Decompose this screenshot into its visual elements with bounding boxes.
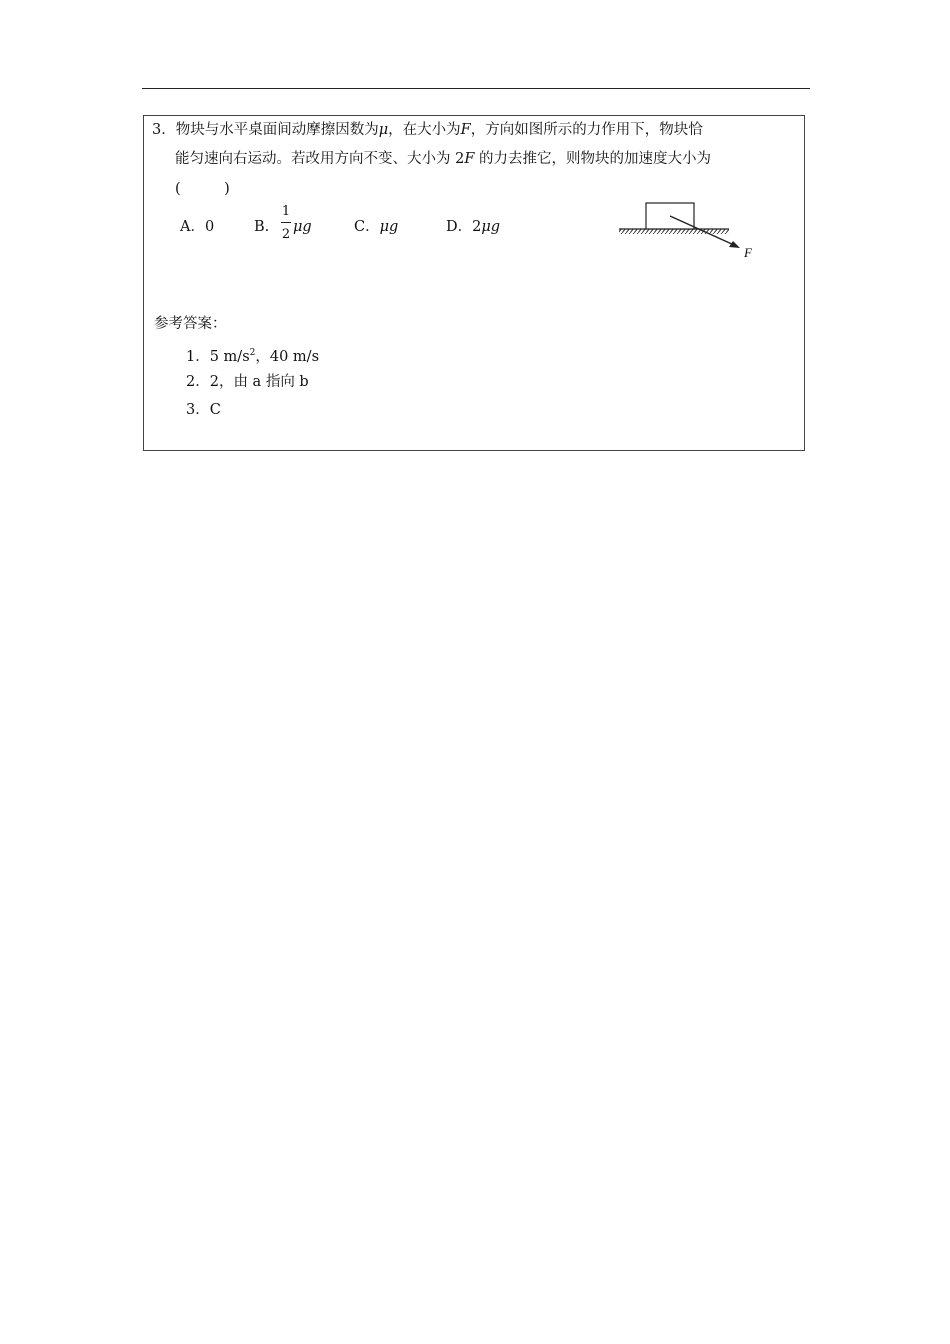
option-d [446,217,500,237]
option-c-label: C． [354,219,380,235]
answer-1-text-end: ，40 m/s [255,349,320,365]
option-d-value: μg [481,219,501,235]
force-symbol: F [460,122,471,138]
option-c-value: μg [379,219,399,235]
question-text: 物块与水平桌面间动摩擦因数为 [175,122,379,138]
force-arrow-head [729,241,740,248]
option-d-label: D．2 [446,219,482,235]
option-a: A．0 [180,219,215,235]
answer-1-superscript: 2 [249,348,256,358]
force-label: F [744,245,752,260]
option-b-label: B. [254,219,270,235]
header-rule [142,88,810,89]
option-c [354,217,398,237]
force-symbol: F [464,151,475,167]
option-b-value: μg [293,219,312,235]
question-text: ，方向如图所示的力作用下，物块恰 [470,122,703,138]
answer-1-text: 1．5 m/s [186,349,250,365]
answer-blank: ( ) [175,181,230,197]
answer-1 [186,343,319,367]
answer-2: 2．2，由 a 指向 b [186,374,309,390]
question-number: 3． [152,122,176,138]
force-diagram [618,198,768,262]
question-text: ，在大小为 [388,122,461,138]
question-text: 的力去推它，则物块的加速度大小为 [474,151,712,167]
answer-3: 3．C [186,402,221,418]
question-text: 能匀速向右运动。若改用方向不变、大小为 2 [175,151,465,167]
fraction-numerator: 1 [281,204,291,219]
question-line-2 [175,149,711,169]
answers-heading: 参考答案： [154,316,227,332]
fraction-denominator: 2 [281,227,291,242]
question-line-1 [152,120,703,140]
fraction-bar [281,222,291,223]
table-surface-hatching [619,229,729,234]
mu-symbol: μ [378,122,389,138]
